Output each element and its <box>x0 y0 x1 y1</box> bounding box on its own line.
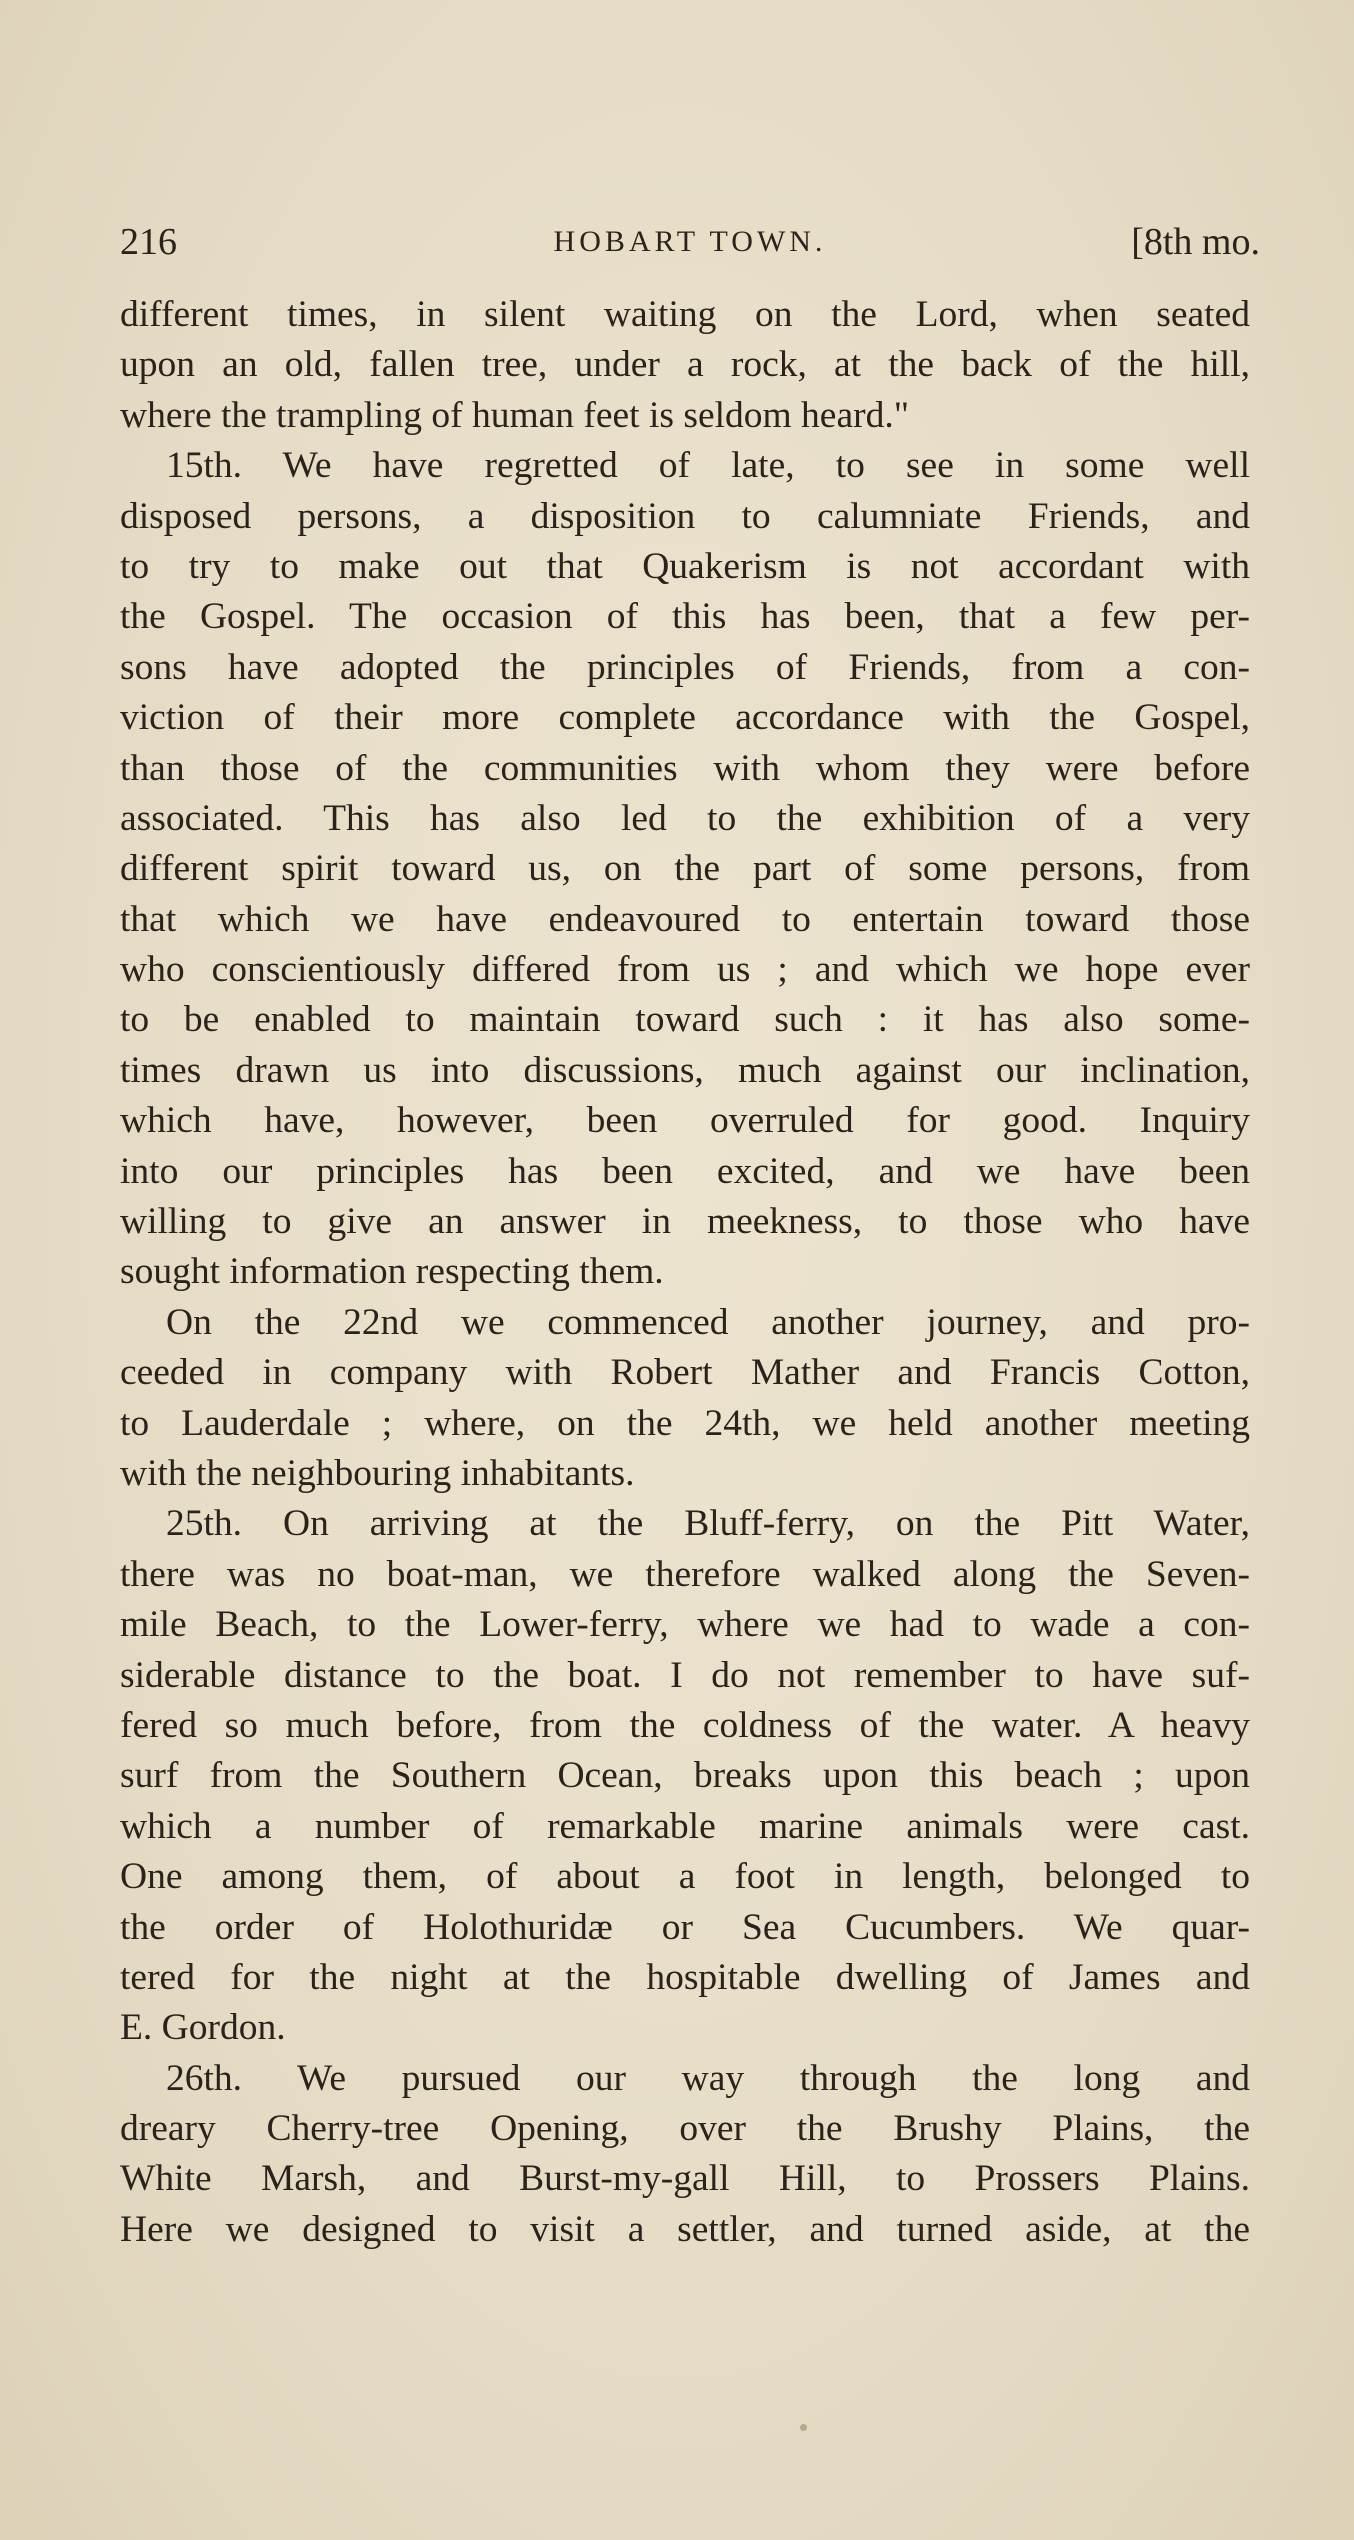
text-line: E. Gordon. <box>120 2007 286 2049</box>
text-line: fered so much before, from the coldness of the water. A heavy <box>120 1704 1250 1746</box>
body-text <box>120 290 1250 2255</box>
text-line: associated. This has also led to the exhibition of a very <box>120 797 1250 839</box>
text-line: upon an old, fallen tree, under a rock, at the back of the hill, <box>120 344 1250 386</box>
text-line: with the neighbouring inhabitants. <box>120 1452 635 1494</box>
text-line: who conscientiously differed from us ; and which we hope ever <box>120 949 1250 991</box>
paper-speck <box>800 2424 807 2431</box>
running-title: HOBART TOWN. <box>553 225 827 258</box>
text-line: 26th. We pursued our way through the long and <box>166 2057 1250 2099</box>
text-line: sons have adopted the principles of Friends, from a con- <box>120 646 1250 688</box>
text-line: that which we have endeavoured to entertain toward those <box>120 898 1250 940</box>
text-line: to be enabled to maintain toward such : it has also some- <box>120 999 1250 1041</box>
text-line: dreary Cherry-tree Opening, over the Brushy Plains, the <box>120 2108 1250 2150</box>
text-line: 25th. On arriving at the Bluff-ferry, on the Pitt Water, <box>166 1503 1250 1545</box>
text-line: One among them, of about a foot in length, belonged to <box>120 1856 1250 1898</box>
text-line: disposed persons, a disposition to calumniate Friends, and <box>120 495 1250 537</box>
text-line: to try to make out that Quakerism is not accordant with <box>120 545 1250 587</box>
text-line: ceeded in company with Robert Mather and Francis Cotton, <box>120 1352 1250 1394</box>
text-line: than those of the communities with whom they were before <box>120 747 1250 789</box>
page-number: 216 <box>120 221 177 263</box>
text-line: there was no boat-man, we therefore walked along the Seven- <box>120 1553 1250 1595</box>
text-line: tered for the night at the hospitable dwelling of James and <box>120 1956 1250 1998</box>
text-line: viction of their more complete accordance with the Gospel, <box>120 697 1250 739</box>
text-line: times drawn us into discussions, much against our inclination, <box>120 1049 1250 1091</box>
text-line: which a number of remarkable marine animals were cast. <box>120 1805 1250 1847</box>
text-line: different spirit toward us, on the part of some persons, from <box>120 848 1250 890</box>
text-line: Here we designed to visit a settler, and turned aside, at the <box>120 2208 1250 2250</box>
text-line: mile Beach, to the Lower-ferry, where we had to wade a con- <box>120 1604 1250 1646</box>
text-line: sought information respecting them. <box>120 1251 664 1293</box>
text-line: siderable distance to the boat. I do not remember to have suf- <box>120 1654 1250 1696</box>
text-line: surf from the Southern Ocean, breaks upon this beach ; upon <box>120 1755 1250 1797</box>
text-line: On the 22nd we commenced another journey, and pro- <box>166 1301 1250 1343</box>
text-line: the order of Holothuridæ or Sea Cucumbers. We quar- <box>120 1906 1250 1948</box>
text-line: White Marsh, and Burst-my-gall Hill, to Prossers Plains. <box>120 2158 1250 2200</box>
text-line: into our principles has been excited, and we have been <box>120 1150 1250 1192</box>
running-head <box>120 212 1260 272</box>
text-line: different times, in silent waiting on the Lord, when seated <box>120 294 1250 335</box>
text-line: willing to give an answer in meekness, to those who have <box>120 1201 1250 1243</box>
section-marker: [8th mo. <box>1131 221 1260 263</box>
text-line: the Gospel. The occasion of this has been, that a few per- <box>120 596 1250 638</box>
text-line: which have, however, been overruled for good. Inquiry <box>120 1100 1250 1142</box>
text-line: 15th. We have regretted of late, to see in some well <box>166 445 1250 487</box>
text-line: to Lauderdale ; where, on the 24th, we held another meeting <box>120 1402 1250 1444</box>
text-line: where the trampling of human feet is seldom heard." <box>120 394 910 436</box>
